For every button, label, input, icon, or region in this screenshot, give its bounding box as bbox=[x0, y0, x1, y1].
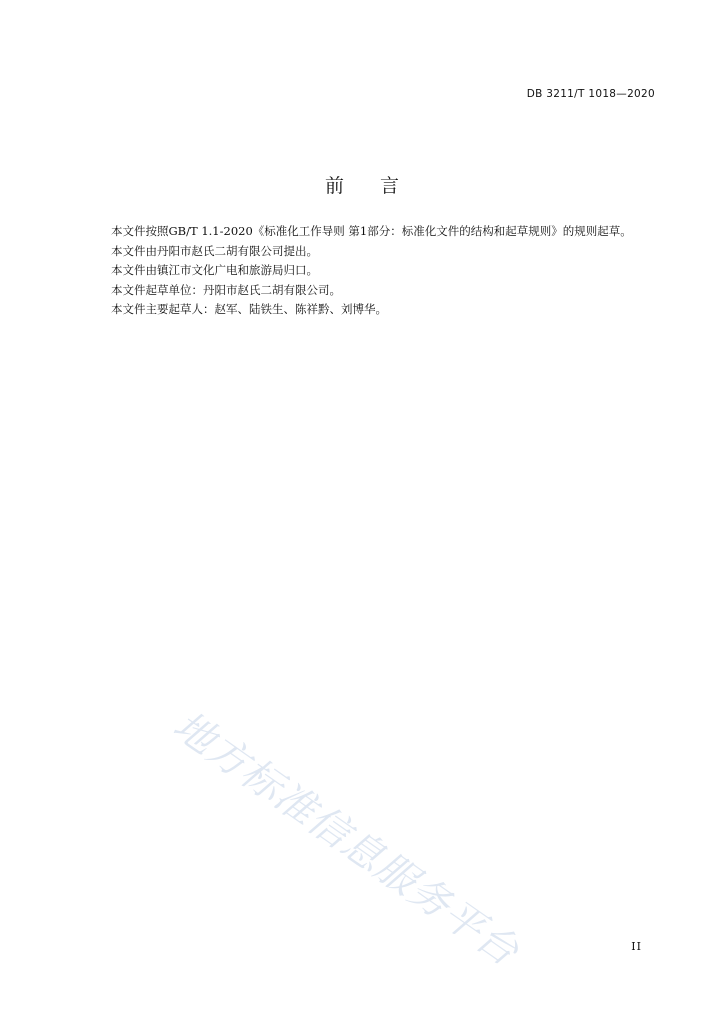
page-number: II bbox=[631, 940, 642, 953]
foreword-body bbox=[88, 222, 658, 320]
title-char-2: 言 bbox=[380, 174, 400, 197]
document-code: DB 3211/T 1018—2020 bbox=[526, 88, 655, 100]
watermark-text: 地方标准信息服务平台 bbox=[164, 702, 528, 976]
page-title bbox=[0, 171, 724, 198]
paragraph-administrator: 本文件由镇江市文化广电和旅游局归口。 bbox=[111, 263, 318, 277]
title-char-1: 前 bbox=[324, 174, 344, 197]
paragraph-proposer: 本文件由丹阳市赵氏二胡有限公司提出。 bbox=[111, 243, 318, 258]
paragraph-drafting-rules: 本文件按照GB/T 1.1-2020《标准化工作导则 第1部分：标准化文件的结构和起草规则》的规则起草。 bbox=[111, 224, 632, 238]
paragraph-drafters: 本文件主要起草人：赵军、陆铁生、陈祥黔、刘博华。 bbox=[111, 302, 387, 316]
paragraph-drafting-unit: 本文件起草单位：丹阳市赵氏二胡有限公司。 bbox=[111, 282, 341, 297]
